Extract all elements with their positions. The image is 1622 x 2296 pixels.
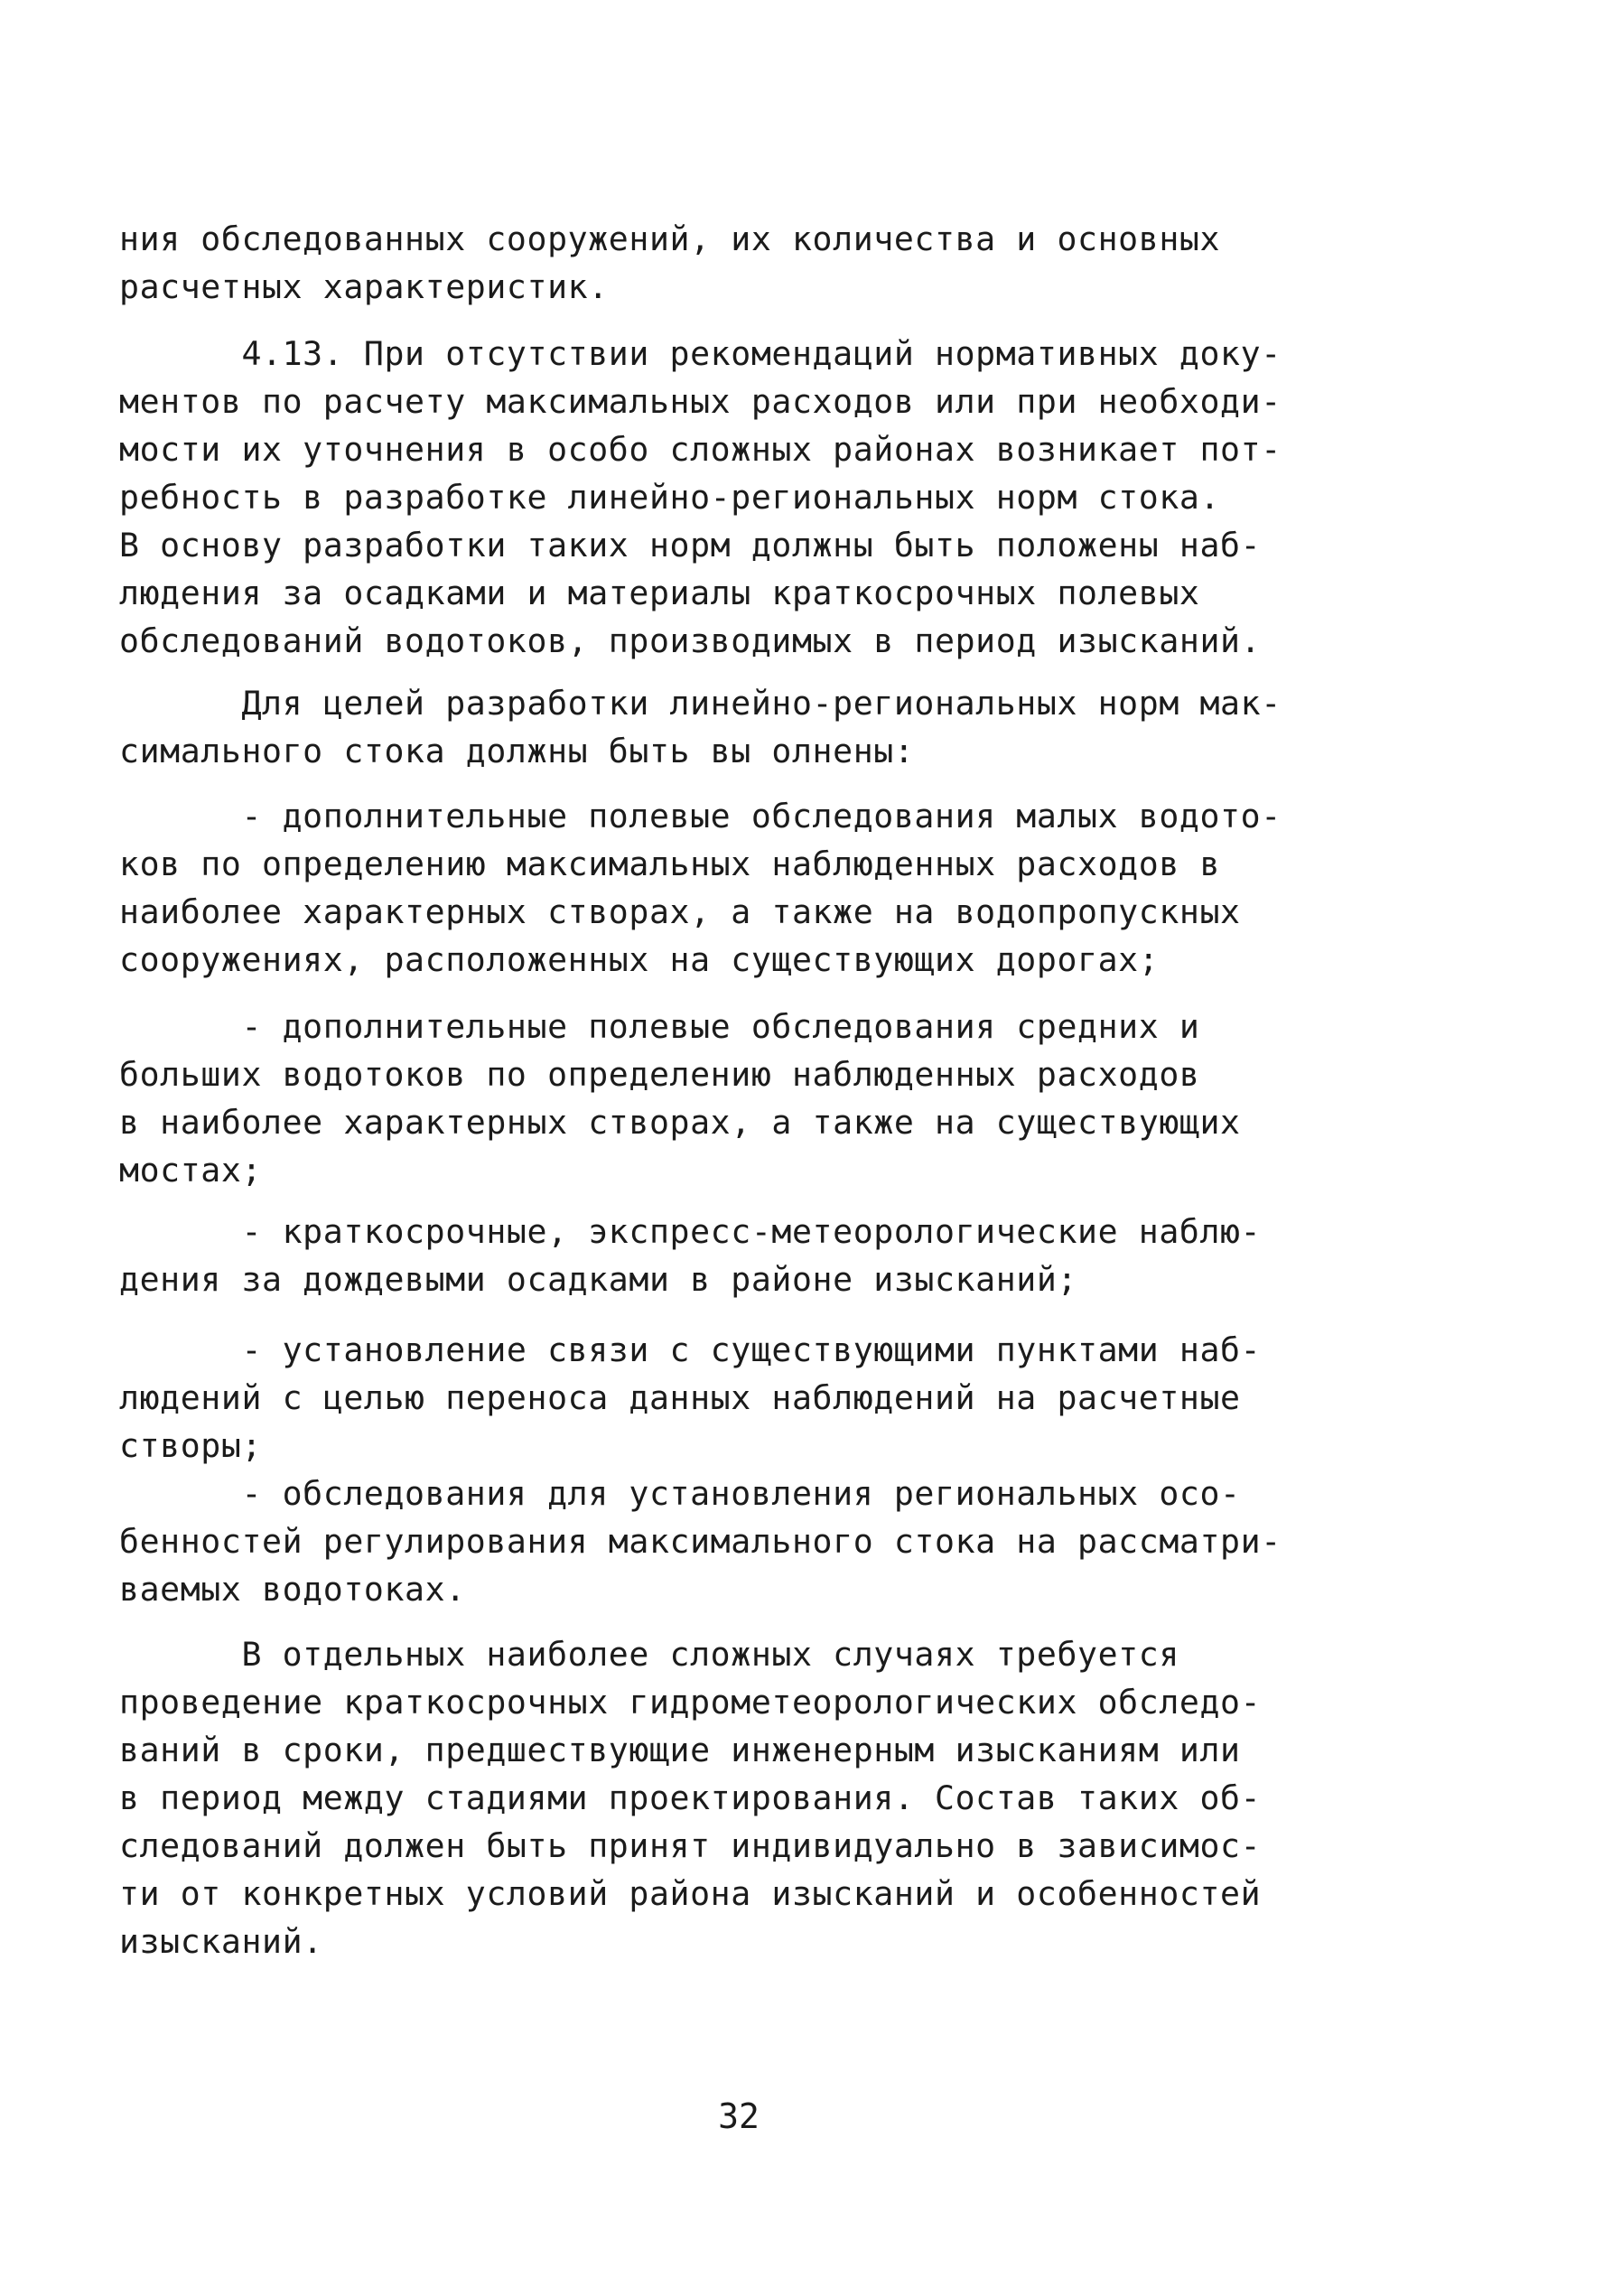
list-item-meteorological-observations: - краткосрочные, экспресс-метеорологические наблю- дения за дождевыми осадками в районе изысканий; [119,1212,1262,1299]
page-number: 32 [718,2096,760,2136]
paragraph-complex-cases: В отдельных наиболее сложных случаях требуется проведение краткосрочных гидрометеорологических обследо- ваний в сроки, предшествующие инженерным изысканиям или в период между стадиями проектирования. Состав таких об- следований должен быть принят индивидуально в зависимос- ти от конкретных условий района изысканий и особенностей изысканий. [119,1635,1262,1961]
list-item-small-streams: - дополнительные полевые обследования малых водото- ков по определению максимальных наблюденных расходов в наиболее характерных створах, а также на водопропускных сооружениях, расположенных на существующих дорогах; [119,797,1282,979]
paragraph-continuation: ния обследованных сооружений, их количества и основных расчетных характеристик. [119,219,1221,306]
list-item-medium-large-streams: - дополнительные полевые обследования средних и больших водотоков по определению наблюденных расходов в наиболее характерных створах, а также на существующих мостах; [119,1007,1241,1190]
paragraph-goals: Для целей разработки линейно-региональных норм мак- симального стока должны быть вы олнены: [119,684,1282,770]
paragraph-4-13: 4.13. При отсутствии рекомендаций нормативных доку- ментов по расчету максимальных расходов или при необходи- мости их уточнения в особо сложных районах возникает пот- ребность в разработке линейно-региональных норм стока. В основу разработки таких норм должны быть положены наб- людения за осадками и материалы краткосрочных полевых обследований водотоков, производимых в период изысканий. [119,334,1282,660]
list-item-station-links-and-surveys: - установление связи с существующими пунктами наб- людений с целью переноса данных наблюдений на расчетные створы; - обследования для установления региональных осо- бенностей регулирования максимального стока на рассматри- ваемых водотоках. [119,1330,1282,1609]
